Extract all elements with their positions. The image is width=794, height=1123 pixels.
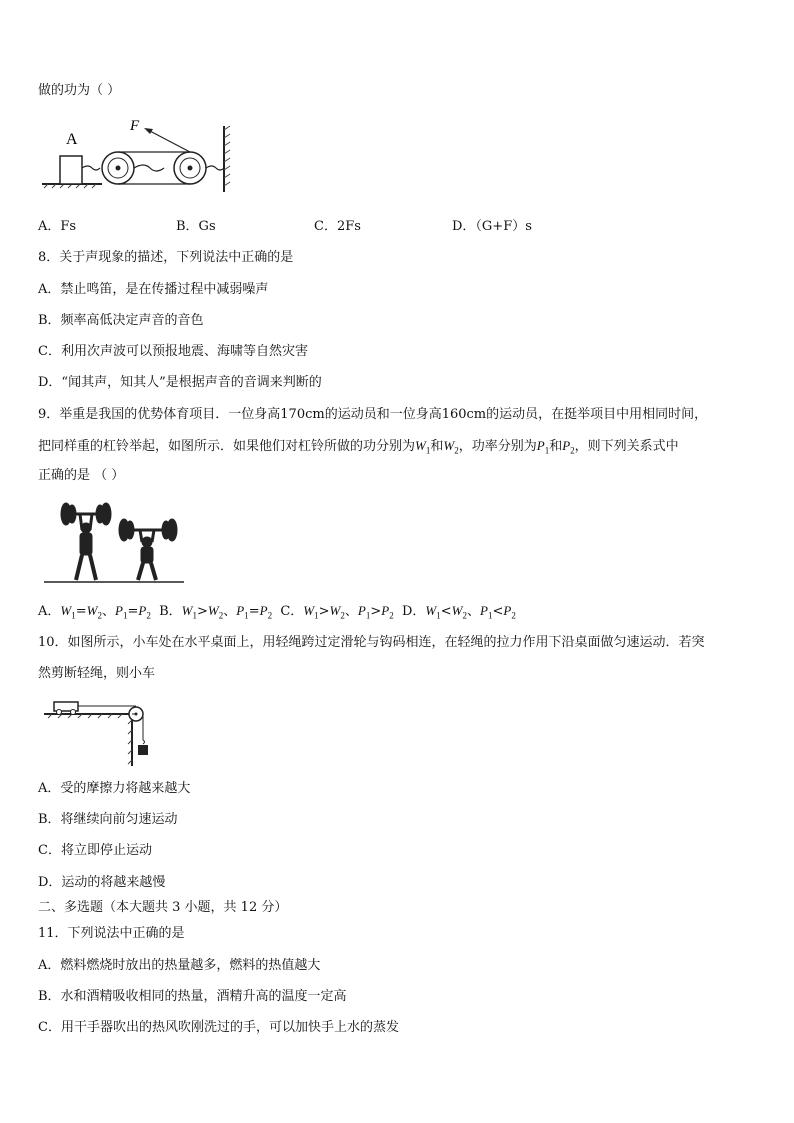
q10-option-d: D．运动的将越来越慢 — [38, 875, 166, 890]
q8-option-d: D．“闻其声，知其人”是根据声音的音调来判断的 — [38, 375, 322, 390]
q11-stem: 11．下列说法中正确的是 — [38, 926, 185, 941]
q9-option-a: A．$W_1=W_2$、$P_1=P_2$ — [38, 603, 151, 621]
q9-text-a: 把同样重的杠铃举起，如图所示．如果他们对杠铃所做的功分别为 — [38, 439, 416, 454]
block-label: A — [66, 131, 78, 148]
q8-stem: 8．关于声现象的描述，下列说法中正确的是 — [38, 250, 294, 265]
q7-option-a: A．Fs — [38, 219, 77, 234]
q7-stem-tail: 做的功为（ ） — [38, 83, 121, 98]
p1-symbol: $P_1$ — [536, 438, 550, 456]
q9-option-c: C．$W_1>W_2$、$P_1>P_2$ — [280, 603, 394, 621]
q9-stem-line1: 9．举重是我国的优势体育项目．一位身高170cm的运动员和一位身高160cm的运动员，在挺举项目中用相同时间， — [38, 407, 708, 422]
q10-option-c: C．将立即停止运动 — [38, 843, 152, 858]
q8-option-c: C．利用次声波可以预报地震、海啸等自然灾害 — [38, 344, 308, 359]
q8-option-a: A．禁止鸣笛，是在传播过程中减弱噪声 — [38, 282, 269, 297]
q10-option-b: B．将继续向前匀速运动 — [38, 812, 178, 827]
q7-option-b: B．Gs — [176, 219, 216, 234]
q9-text-e: ，则下列关系式中 — [574, 439, 679, 454]
q7-pulley-figure — [40, 112, 240, 192]
q10-stem-line2: 然剪断轻绳，则小车 — [38, 666, 156, 681]
q9-stem-line2 — [38, 437, 679, 460]
force-label: F — [130, 118, 140, 134]
q11-option-a: A．燃料燃烧时放出的热量越多，燃料的热值越大 — [38, 958, 321, 973]
q10-option-a: A．受的摩擦力将越来越大 — [38, 781, 191, 796]
q11-option-c: C．用干手器吹出的热风吹刚洗过的手，可以加快手上水的蒸发 — [38, 1020, 399, 1035]
section-2-title: 二、多选题（本大题共 3 小题，共 12 分） — [38, 900, 288, 915]
q9-stem-line3: 正确的是 （ ） — [38, 468, 125, 483]
w2-symbol: $W_2$ — [443, 438, 459, 456]
q11-option-b: B．水和酒精吸收相同的热量，酒精升高的温度一定高 — [38, 989, 347, 1004]
q9-weightlifters-figure — [44, 500, 186, 586]
q7-option-d: D．（G+F）s — [452, 219, 532, 234]
q9-option-d: D．$W_1<W_2$、$P_1<P_2$ — [401, 603, 516, 621]
q10-cart-figure — [40, 694, 160, 768]
p2-symbol: $P_2$ — [562, 438, 575, 456]
q10-stem-line1: 10．如图所示，小车处在水平桌面上，用轻绳跨过定滑轮与钩码相连，在轻绳的拉力作用下沿桌面做匀速运动．若突 — [38, 635, 705, 650]
q9-text-c: ，功率分别为 — [458, 439, 537, 454]
q9-text-d: 和 — [549, 439, 563, 454]
q9-text-b: 和 — [430, 439, 444, 454]
w1-symbol: $W_1$ — [415, 438, 431, 456]
q7-option-c: C．2Fs — [314, 219, 361, 234]
q9-options — [38, 602, 516, 625]
q8-option-b: B．频率高低决定声音的音色 — [38, 313, 204, 328]
q9-option-b: B．$W_1>W_2$、$P_1=P_2$ — [159, 603, 273, 621]
